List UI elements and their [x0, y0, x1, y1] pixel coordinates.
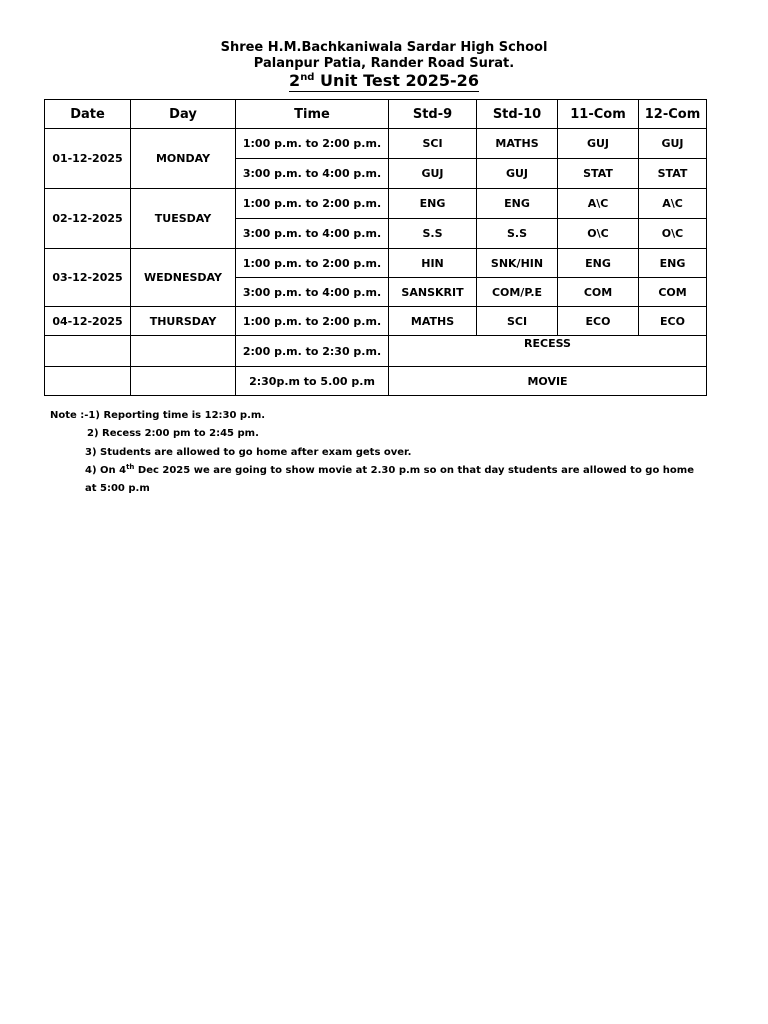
subject-cell-std9: GUJ	[389, 159, 477, 189]
table-row	[45, 129, 707, 159]
subject-cell-std9: ENG	[389, 189, 477, 219]
time-cell: 1:00 p.m. to 2:00 p.m.	[236, 189, 389, 219]
subject-cell-11com: STAT	[558, 159, 639, 189]
subject-cell-12com: COM	[639, 278, 707, 307]
table-row	[45, 189, 707, 219]
time-cell: 1:00 p.m. to 2:00 p.m.	[236, 129, 389, 159]
table-header-row	[45, 100, 707, 129]
school-name: Shree H.M.Bachkaniwala Sardar High School	[220, 40, 548, 55]
empty-date-cell	[45, 367, 131, 396]
column-header-time: Time	[236, 100, 389, 129]
exam-timetable	[44, 99, 707, 396]
note-movie	[50, 462, 730, 480]
day-cell: THURSDAY	[131, 307, 236, 336]
subject-cell-std10: ENG	[477, 189, 558, 219]
subject-cell-11com: GUJ	[558, 129, 639, 159]
date-cell: 03-12-2025	[45, 249, 131, 307]
time-cell: 1:00 p.m. to 2:00 p.m.	[236, 249, 389, 278]
movie-time-cell: 2:30p.m to 5.00 p.m	[236, 367, 389, 396]
subject-cell-std9: MATHS	[389, 307, 477, 336]
subject-cell-std10: SCI	[477, 307, 558, 336]
recess-time-cell: 2:00 p.m. to 2:30 p.m.	[236, 336, 389, 367]
time-cell: 3:00 p.m. to 4:00 p.m.	[236, 219, 389, 249]
empty-day-cell	[131, 367, 236, 396]
subject-cell-std10: MATHS	[477, 129, 558, 159]
subject-cell-12com: STAT	[639, 159, 707, 189]
notes-section	[50, 407, 730, 498]
day-cell: WEDNESDAY	[131, 249, 236, 307]
column-header-11com: 11-Com	[558, 100, 639, 129]
date-cell: 04-12-2025	[45, 307, 131, 336]
note-movie-continued: at 5:00 p.m	[85, 483, 150, 495]
note-movie-ordinal: th	[126, 462, 135, 471]
school-address: Palanpur Patia, Rander Road Surat.	[253, 56, 515, 71]
subject-cell-11com: ENG	[558, 249, 639, 278]
subject-cell-11com: O\C	[558, 219, 639, 249]
recess-row	[45, 336, 707, 367]
subject-cell-12com: A\C	[639, 189, 707, 219]
time-cell: 3:00 p.m. to 4:00 p.m.	[236, 159, 389, 189]
movie-label-cell: MOVIE	[389, 367, 707, 396]
column-header-std9: Std-9	[389, 100, 477, 129]
time-cell: 3:00 p.m. to 4:00 p.m.	[236, 278, 389, 307]
subject-cell-11com: COM	[558, 278, 639, 307]
subject-cell-std10: GUJ	[477, 159, 558, 189]
empty-date-cell	[45, 336, 131, 367]
subject-cell-12com: ECO	[639, 307, 707, 336]
recess-label-cell: RECESS	[389, 336, 707, 367]
column-header-std10: Std-10	[477, 100, 558, 129]
table-row	[45, 249, 707, 278]
column-header-12com: 12-Com	[639, 100, 707, 129]
time-cell: 1:00 p.m. to 2:00 p.m.	[236, 307, 389, 336]
movie-row	[45, 367, 707, 396]
subject-cell-std10: S.S	[477, 219, 558, 249]
note-movie-start: 4) On 4	[85, 464, 127, 476]
subject-cell-12com: O\C	[639, 219, 707, 249]
empty-day-cell	[131, 336, 236, 367]
note-go-home: 3) Students are allowed to go home after exam gets over.	[85, 446, 412, 458]
subject-cell-12com: GUJ	[639, 129, 707, 159]
date-cell: 01-12-2025	[45, 129, 131, 189]
exam-title-number: 2	[289, 71, 301, 90]
subject-cell-std10: COM/P.E	[477, 278, 558, 307]
exam-title-ordinal: nd	[300, 72, 315, 83]
exam-title-text: Unit Test 2025-26	[314, 71, 479, 90]
note-reporting-time: Note :-1) Reporting time is 12:30 p.m.	[50, 410, 266, 421]
subject-cell-std9: SANSKRIT	[389, 278, 477, 307]
subject-cell-11com: ECO	[558, 307, 639, 336]
exam-title	[289, 71, 479, 92]
subject-cell-12com: ENG	[639, 249, 707, 278]
note-recess: 2) Recess 2:00 pm to 2:45 pm.	[87, 428, 259, 440]
note-movie-rest: Dec 2025 we are going to show movie at 2.30 p.m so on that day students are allowed to go home	[134, 464, 695, 476]
subject-cell-11com: A\C	[558, 189, 639, 219]
day-cell: MONDAY	[131, 129, 236, 189]
document-header	[0, 40, 768, 92]
column-header-day: Day	[131, 100, 236, 129]
table-row	[45, 307, 707, 336]
subject-cell-std9: HIN	[389, 249, 477, 278]
subject-cell-std9: SCI	[389, 129, 477, 159]
column-header-date: Date	[45, 100, 131, 129]
date-cell: 02-12-2025	[45, 189, 131, 249]
subject-cell-std10: SNK/HIN	[477, 249, 558, 278]
subject-cell-std9: S.S	[389, 219, 477, 249]
day-cell: TUESDAY	[131, 189, 236, 249]
